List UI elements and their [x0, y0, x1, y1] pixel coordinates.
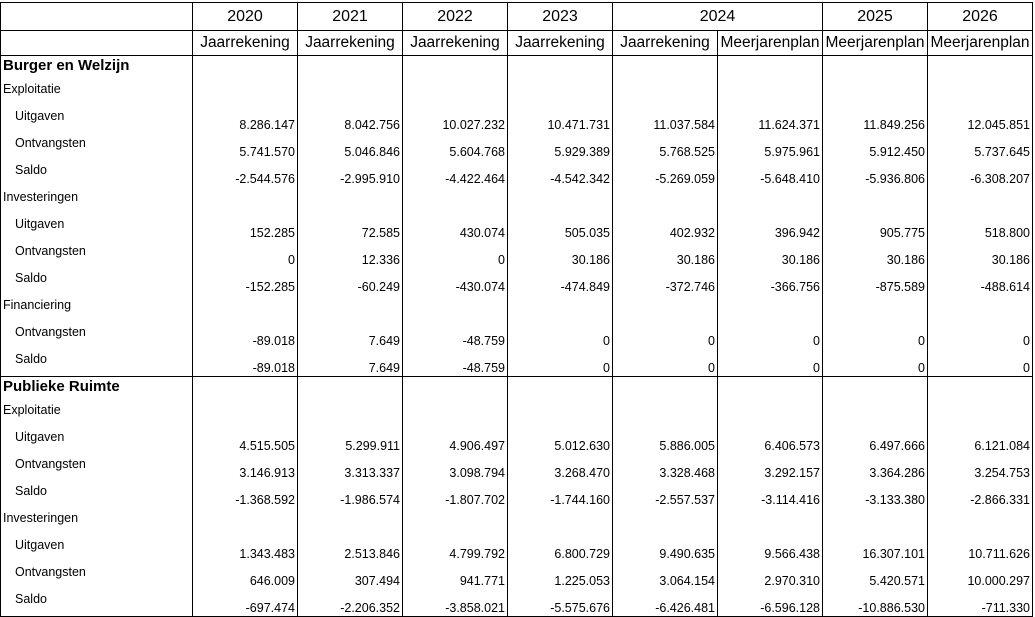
value-cell: 9.566.438 — [718, 535, 823, 562]
value-cell: -60.249 — [298, 268, 403, 295]
empty-cell — [298, 295, 403, 322]
section-row — [1, 56, 1033, 80]
table-row — [1, 322, 1033, 349]
empty-cell — [508, 508, 613, 535]
row-label: Saldo — [1, 160, 193, 187]
value-cell: -6.426.481 — [613, 589, 718, 617]
empty-cell — [508, 295, 613, 322]
empty-cell — [718, 187, 823, 214]
value-cell: -2.866.331 — [928, 481, 1033, 508]
value-cell: 5.737.645 — [928, 133, 1033, 160]
value-cell: 5.768.525 — [613, 133, 718, 160]
group-title: Exploitatie — [1, 400, 193, 427]
value-cell: 3.364.286 — [823, 454, 928, 481]
year-header-cell: 2022 — [403, 3, 508, 31]
value-cell: -3.114.416 — [718, 481, 823, 508]
value-cell: 8.042.756 — [298, 106, 403, 133]
empty-cell — [823, 508, 928, 535]
type-header-cell: Jaarrekening — [403, 31, 508, 56]
empty-cell — [298, 187, 403, 214]
value-cell: 646.009 — [193, 562, 298, 589]
empty-cell — [928, 295, 1033, 322]
value-cell: 307.494 — [298, 562, 403, 589]
header-corner-cell — [1, 3, 193, 31]
value-cell: -89.018 — [193, 322, 298, 349]
value-cell: -711.330 — [928, 589, 1033, 617]
empty-cell — [403, 377, 508, 401]
value-cell: 11.037.584 — [613, 106, 718, 133]
row-label: Ontvangsten — [1, 322, 193, 349]
type-header-cell: Jaarrekening — [193, 31, 298, 56]
value-cell: -366.756 — [718, 268, 823, 295]
empty-cell — [928, 56, 1033, 80]
empty-cell — [193, 377, 298, 401]
section-title: Burger en Welzijn — [1, 56, 193, 80]
year-header-cell: 2026 — [928, 3, 1033, 31]
empty-cell — [403, 79, 508, 106]
value-cell: -3.133.380 — [823, 481, 928, 508]
value-cell: 3.328.468 — [613, 454, 718, 481]
value-cell: 10.711.626 — [928, 535, 1033, 562]
value-cell: -5.936.806 — [823, 160, 928, 187]
empty-cell — [508, 79, 613, 106]
value-cell: -10.886.530 — [823, 589, 928, 617]
empty-cell — [928, 187, 1033, 214]
year-header-cell: 2025 — [823, 3, 928, 31]
type-header-row — [1, 31, 1033, 56]
value-cell: 5.012.630 — [508, 427, 613, 454]
value-cell: 3.292.157 — [718, 454, 823, 481]
value-cell: 0 — [508, 322, 613, 349]
header-corner-cell — [1, 31, 193, 56]
value-cell: 30.186 — [823, 241, 928, 268]
value-cell: 430.074 — [403, 214, 508, 241]
row-label: Ontvangsten — [1, 133, 193, 160]
row-label: Uitgaven — [1, 214, 193, 241]
table-row — [1, 214, 1033, 241]
value-cell: -4.422.464 — [403, 160, 508, 187]
value-cell: -89.018 — [193, 349, 298, 377]
year-header-cell: 2023 — [508, 3, 613, 31]
value-cell: 5.912.450 — [823, 133, 928, 160]
type-header-cell: Meerjarenplan — [718, 31, 823, 56]
table-row — [1, 535, 1033, 562]
empty-cell — [403, 187, 508, 214]
group-title: Investeringen — [1, 508, 193, 535]
empty-cell — [193, 187, 298, 214]
value-cell: 0 — [718, 322, 823, 349]
year-header-cell: 2021 — [298, 3, 403, 31]
empty-cell — [193, 400, 298, 427]
value-cell: -152.285 — [193, 268, 298, 295]
value-cell: 5.046.846 — [298, 133, 403, 160]
value-cell: -2.995.910 — [298, 160, 403, 187]
value-cell: 3.313.337 — [298, 454, 403, 481]
value-cell: 3.098.794 — [403, 454, 508, 481]
empty-cell — [193, 56, 298, 80]
empty-cell — [613, 508, 718, 535]
value-cell: 11.849.256 — [823, 106, 928, 133]
empty-cell — [193, 79, 298, 106]
type-header-cell: Jaarrekening — [508, 31, 613, 56]
empty-cell — [613, 79, 718, 106]
value-cell: -488.614 — [928, 268, 1033, 295]
value-cell: 5.975.961 — [718, 133, 823, 160]
empty-cell — [823, 56, 928, 80]
table-row — [1, 481, 1033, 508]
value-cell: 7.649 — [298, 349, 403, 377]
value-cell: -6.596.128 — [718, 589, 823, 617]
table-row — [1, 160, 1033, 187]
table-row — [1, 427, 1033, 454]
table-row — [1, 133, 1033, 160]
value-cell: -5.648.410 — [718, 160, 823, 187]
value-cell: 941.771 — [403, 562, 508, 589]
table-row — [1, 454, 1033, 481]
value-cell: 3.254.753 — [928, 454, 1033, 481]
value-cell: 4.906.497 — [403, 427, 508, 454]
value-cell: -875.589 — [823, 268, 928, 295]
budget-table-body — [1, 3, 1033, 617]
type-header-cell: Jaarrekening — [613, 31, 718, 56]
empty-cell — [613, 187, 718, 214]
empty-cell — [508, 187, 613, 214]
value-cell: 11.624.371 — [718, 106, 823, 133]
value-cell: 3.064.154 — [613, 562, 718, 589]
empty-cell — [718, 400, 823, 427]
table-row — [1, 241, 1033, 268]
value-cell: -48.759 — [403, 322, 508, 349]
type-header-cell: Meerjarenplan — [928, 31, 1033, 56]
group-title: Investeringen — [1, 187, 193, 214]
empty-cell — [823, 187, 928, 214]
empty-cell — [928, 79, 1033, 106]
value-cell: 8.286.147 — [193, 106, 298, 133]
value-cell: -3.858.021 — [403, 589, 508, 617]
value-cell: 0 — [613, 349, 718, 377]
value-cell: 9.490.635 — [613, 535, 718, 562]
value-cell: 5.604.768 — [403, 133, 508, 160]
empty-cell — [298, 377, 403, 401]
empty-cell — [613, 377, 718, 401]
value-cell: -1.744.160 — [508, 481, 613, 508]
row-label: Ontvangsten — [1, 562, 193, 589]
value-cell: 0 — [193, 241, 298, 268]
value-cell: -5.269.059 — [613, 160, 718, 187]
value-cell: 905.775 — [823, 214, 928, 241]
value-cell: 3.268.470 — [508, 454, 613, 481]
empty-cell — [823, 400, 928, 427]
value-cell: 396.942 — [718, 214, 823, 241]
value-cell: 5.741.570 — [193, 133, 298, 160]
value-cell: 6.121.084 — [928, 427, 1033, 454]
value-cell: -2.206.352 — [298, 589, 403, 617]
value-cell: 4.515.505 — [193, 427, 298, 454]
value-cell: 10.471.731 — [508, 106, 613, 133]
value-cell: 10.000.297 — [928, 562, 1033, 589]
value-cell: 30.186 — [613, 241, 718, 268]
value-cell: 1.225.053 — [508, 562, 613, 589]
value-cell: -6.308.207 — [928, 160, 1033, 187]
empty-cell — [928, 377, 1033, 401]
empty-cell — [193, 508, 298, 535]
value-cell: 5.299.911 — [298, 427, 403, 454]
row-label: Ontvangsten — [1, 241, 193, 268]
empty-cell — [403, 295, 508, 322]
year-header-cell: 2020 — [193, 3, 298, 31]
row-label: Uitgaven — [1, 535, 193, 562]
value-cell: 1.343.483 — [193, 535, 298, 562]
value-cell: 0 — [928, 322, 1033, 349]
value-cell: -48.759 — [403, 349, 508, 377]
value-cell: 0 — [823, 322, 928, 349]
empty-cell — [613, 295, 718, 322]
group-row — [1, 79, 1033, 106]
empty-cell — [928, 508, 1033, 535]
value-cell: 10.027.232 — [403, 106, 508, 133]
value-cell: 3.146.913 — [193, 454, 298, 481]
empty-cell — [613, 400, 718, 427]
value-cell: 12.045.851 — [928, 106, 1033, 133]
empty-cell — [718, 508, 823, 535]
value-cell: -372.746 — [613, 268, 718, 295]
table-row — [1, 562, 1033, 589]
value-cell: 30.186 — [718, 241, 823, 268]
group-title: Exploitatie — [1, 79, 193, 106]
group-row — [1, 400, 1033, 427]
empty-cell — [718, 295, 823, 322]
value-cell: 402.932 — [613, 214, 718, 241]
value-cell: -2.544.576 — [193, 160, 298, 187]
value-cell: 5.929.389 — [508, 133, 613, 160]
type-header-cell: Jaarrekening — [298, 31, 403, 56]
empty-cell — [718, 377, 823, 401]
value-cell: -430.074 — [403, 268, 508, 295]
empty-cell — [508, 377, 613, 401]
type-header-cell: Meerjarenplan — [823, 31, 928, 56]
value-cell: 4.799.792 — [403, 535, 508, 562]
value-cell: -2.557.537 — [613, 481, 718, 508]
empty-cell — [403, 400, 508, 427]
value-cell: 6.497.666 — [823, 427, 928, 454]
value-cell: 2.513.846 — [298, 535, 403, 562]
year-header-cell: 2024 — [613, 3, 823, 31]
empty-cell — [193, 295, 298, 322]
value-cell: -1.368.592 — [193, 481, 298, 508]
value-cell: 6.800.729 — [508, 535, 613, 562]
table-row — [1, 349, 1033, 377]
row-label: Saldo — [1, 481, 193, 508]
value-cell: -1.807.702 — [403, 481, 508, 508]
empty-cell — [508, 400, 613, 427]
empty-cell — [823, 295, 928, 322]
value-cell: -697.474 — [193, 589, 298, 617]
table-row — [1, 106, 1033, 133]
value-cell: -5.575.676 — [508, 589, 613, 617]
budget-table — [0, 2, 1033, 617]
table-row — [1, 589, 1033, 617]
row-label: Uitgaven — [1, 106, 193, 133]
row-label: Uitgaven — [1, 427, 193, 454]
group-row — [1, 295, 1033, 322]
row-label: Saldo — [1, 589, 193, 617]
value-cell: -1.986.574 — [298, 481, 403, 508]
empty-cell — [613, 56, 718, 80]
empty-cell — [508, 56, 613, 80]
value-cell: 6.406.573 — [718, 427, 823, 454]
value-cell: 0 — [823, 349, 928, 377]
empty-cell — [823, 377, 928, 401]
section-row — [1, 377, 1033, 401]
value-cell: 30.186 — [928, 241, 1033, 268]
value-cell: 0 — [508, 349, 613, 377]
row-label: Ontvangsten — [1, 454, 193, 481]
value-cell: 0 — [718, 349, 823, 377]
group-title: Financiering — [1, 295, 193, 322]
empty-cell — [298, 56, 403, 80]
value-cell: 12.336 — [298, 241, 403, 268]
row-label: Saldo — [1, 349, 193, 377]
empty-cell — [298, 508, 403, 535]
group-row — [1, 187, 1033, 214]
value-cell: 16.307.101 — [823, 535, 928, 562]
group-row — [1, 508, 1033, 535]
row-label: Saldo — [1, 268, 193, 295]
value-cell: 0 — [613, 322, 718, 349]
empty-cell — [928, 400, 1033, 427]
empty-cell — [403, 56, 508, 80]
empty-cell — [823, 79, 928, 106]
table-row — [1, 268, 1033, 295]
value-cell: 152.285 — [193, 214, 298, 241]
value-cell: -4.542.342 — [508, 160, 613, 187]
value-cell: 30.186 — [508, 241, 613, 268]
value-cell: 505.035 — [508, 214, 613, 241]
value-cell: -474.849 — [508, 268, 613, 295]
value-cell: 72.585 — [298, 214, 403, 241]
value-cell: 7.649 — [298, 322, 403, 349]
value-cell: 2.970.310 — [718, 562, 823, 589]
section-title: Publieke Ruimte — [1, 377, 193, 401]
empty-cell — [718, 79, 823, 106]
value-cell: 518.800 — [928, 214, 1033, 241]
empty-cell — [298, 79, 403, 106]
empty-cell — [403, 508, 508, 535]
empty-cell — [298, 400, 403, 427]
value-cell: 5.420.571 — [823, 562, 928, 589]
value-cell: 5.886.005 — [613, 427, 718, 454]
year-header-row — [1, 3, 1033, 31]
empty-cell — [718, 56, 823, 80]
value-cell: 0 — [403, 241, 508, 268]
value-cell: 0 — [928, 349, 1033, 377]
